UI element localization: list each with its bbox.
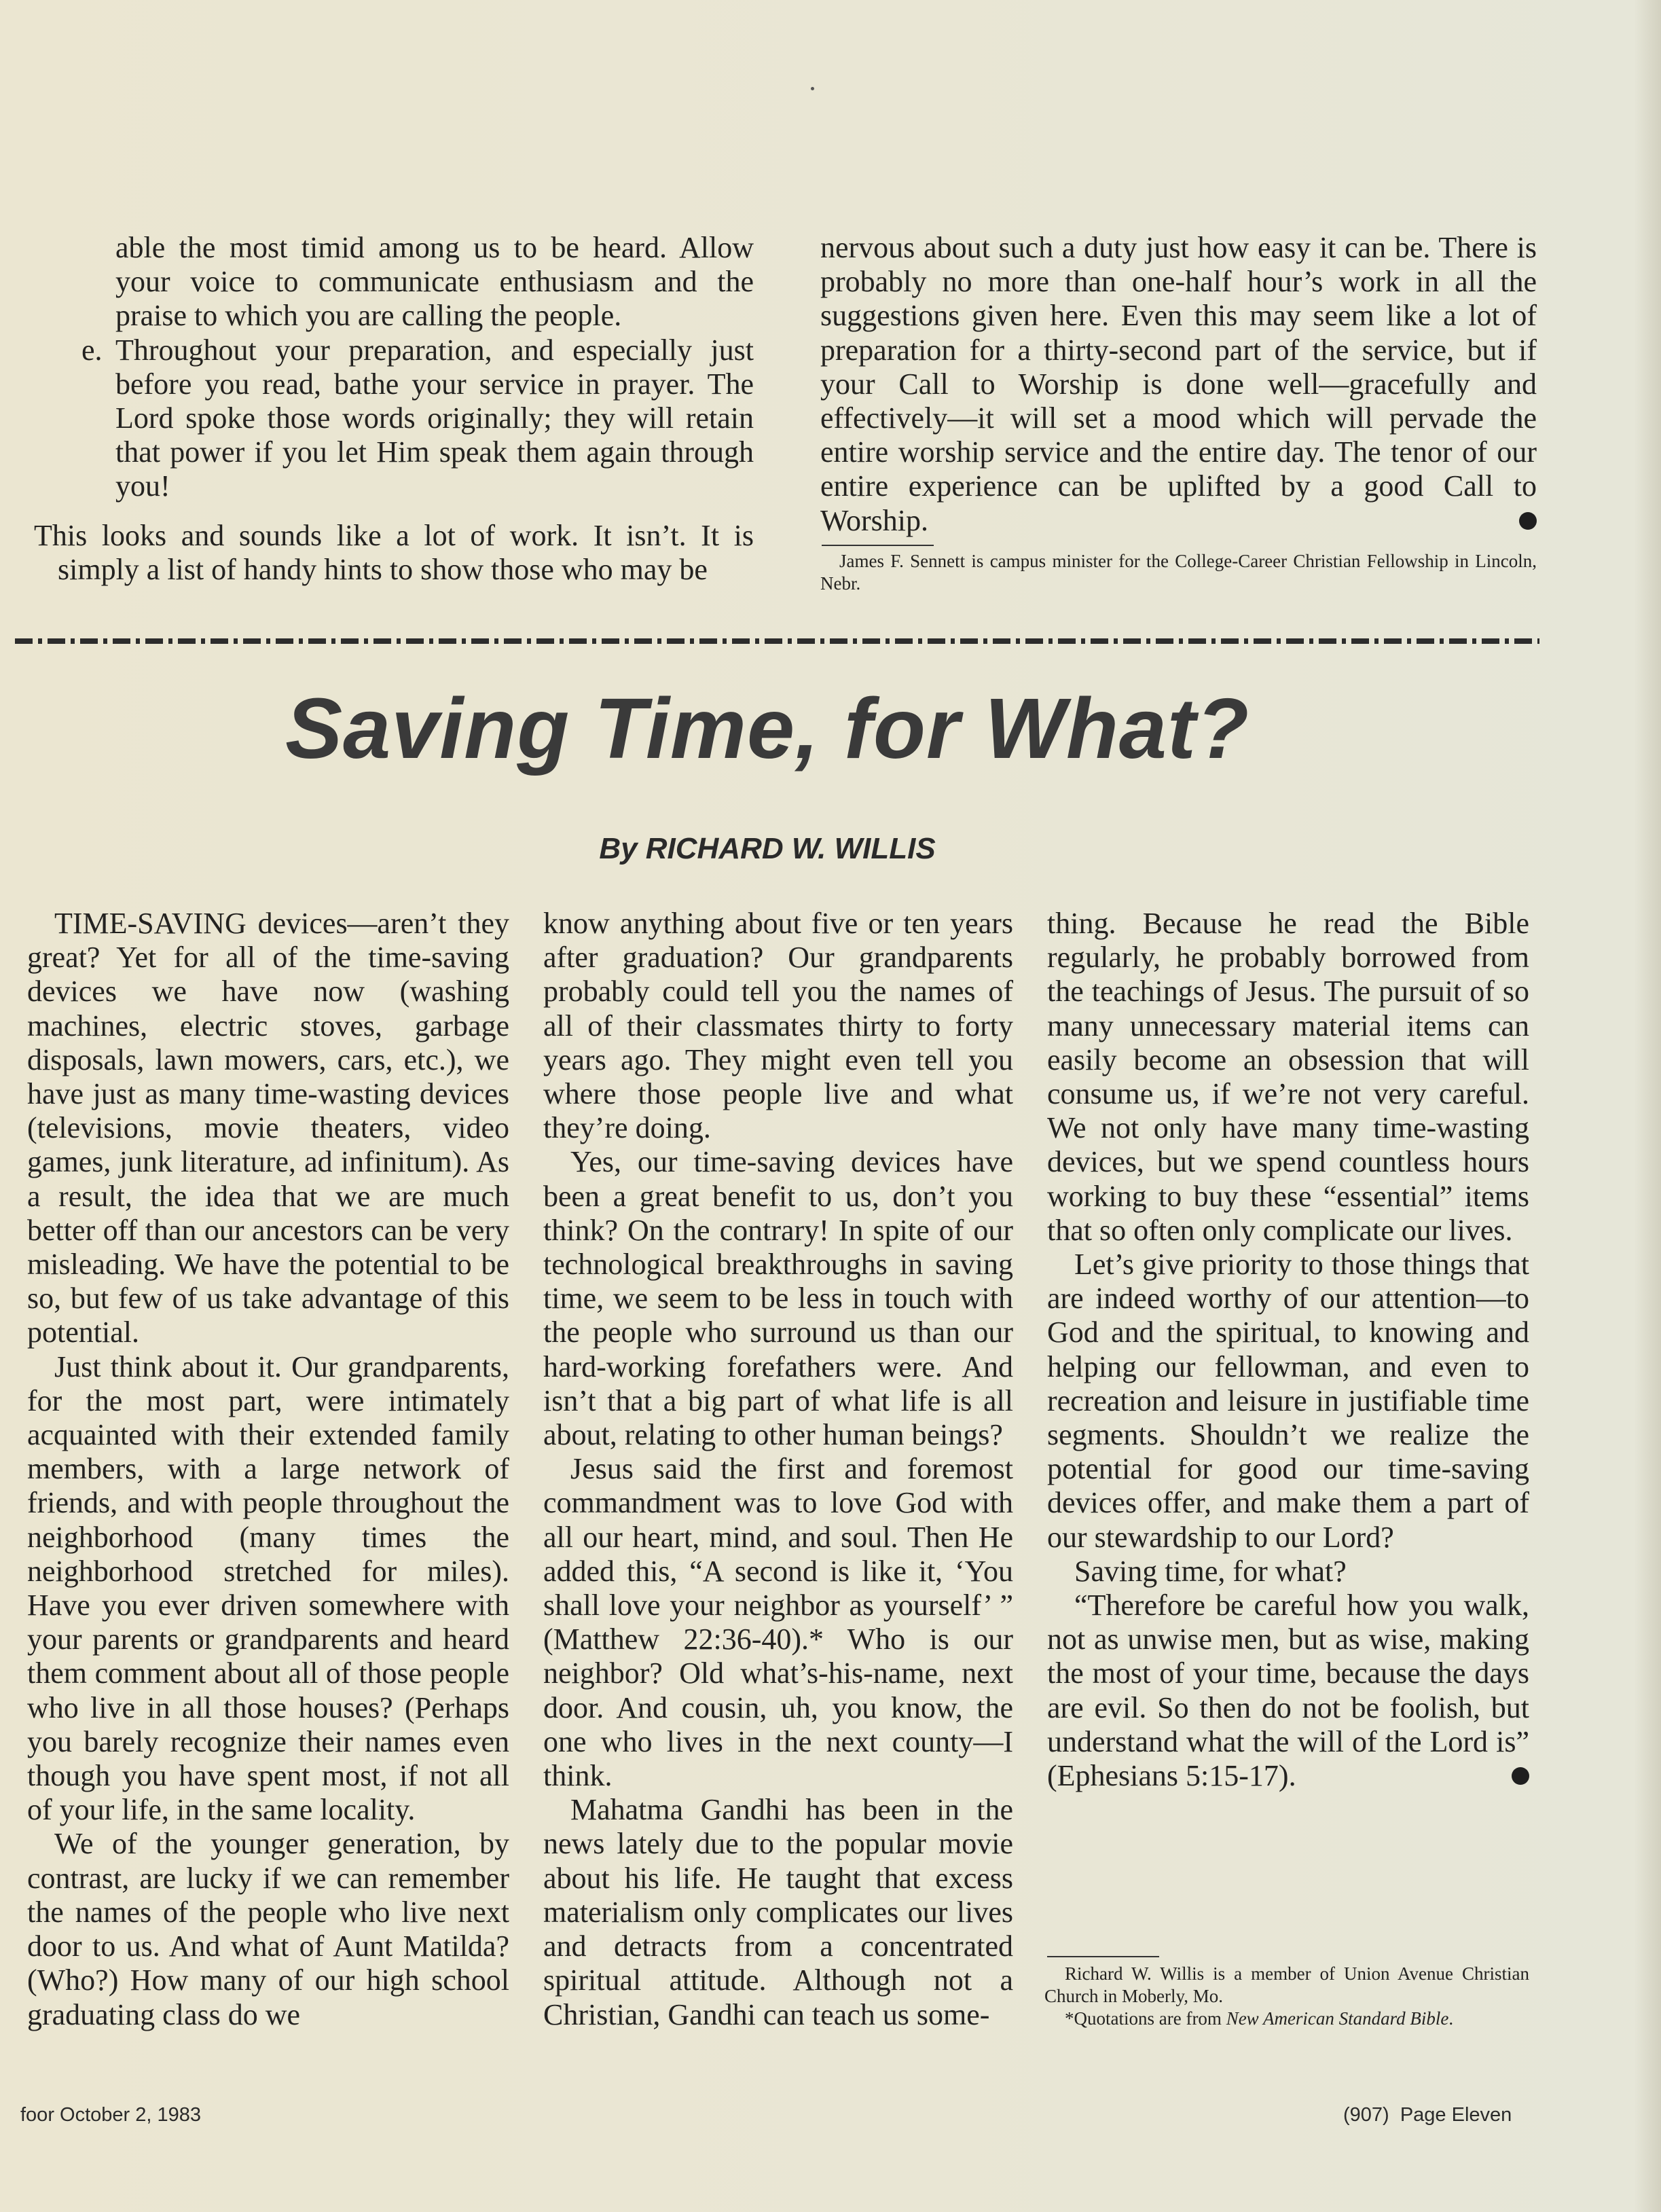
col3-paragraph-1: thing. Because he read the Bible regularly, he probably borrowed from the teachings of Jesus. The pursuit of so many unnecessary material items can easily become an obsession that will consume us, if we’re not very careful. We not only have many time-wasting devices, but we spend countless hours working to buy these “essential” items that so often only complicate our lives.	[1047, 907, 1529, 1247]
list-item-e	[81, 333, 754, 504]
top-right-column	[820, 231, 1537, 538]
col1-paragraph-3: We of the younger generation, by contrast, are lucky if we can remember the names of the people who live next door to us. And what of Aunt Matilda? (Who?) How many of our high school graduating class do we	[27, 1827, 509, 2031]
footer-date: foor October 2, 1983	[20, 2104, 201, 2126]
footer-page-number: (907) Page Eleven	[1343, 2104, 1512, 2126]
footnote: *Quotations are from New American Standard Bible.	[1065, 2008, 1454, 2029]
top-left-column	[34, 231, 754, 587]
col2-paragraph-1: know anything about five or ten years after graduation? Our grandparents probably could tell you the names of all of their classmates thirty to forty years ago. They might even tell you where those people live and what they’re doing.	[543, 907, 1013, 1145]
list-marker-e: e.	[81, 333, 103, 367]
top-left-paragraph: This looks and sounds like a lot of work. It isn’t. It is simply a list of handy hints to show those who may be	[34, 518, 754, 586]
col2-paragraph-3: Jesus said the first and foremost commandment was to love God with all our heart, mind, and soul. Then He added this, “A second is like it, ‘You shall love your neighbor as yourself’ ” (Matthew 22:36-40).* Who is our neighbor? Old what’s-his-name, next door. And cousin, uh, you know, the one who lives in the next county—I think.	[543, 1452, 1013, 1793]
col2-paragraph-2: Yes, our time-saving devices have been a great benefit to us, don’t you think? On the contrary! In spite of our technological breakthroughs in saving time, we seem to be less in touch with the people who surround us than our hard-working forefathers were. And isn’t that a big part of what life is all about, relating to other human beings?	[543, 1145, 1013, 1452]
article-column-1	[27, 907, 509, 2032]
top-right-paragraph: nervous about such a duty just how easy it can be. There is probably no more than one-half hour’s work in all the suggestions given here. Even this may seem like a lot of preparation for a thirty-second part of the service, but if your Call to Worship is done well—gracefully and effectively—it will set a mood which will pervade the entire worship service and the entire day. The tenor of our entire experience can be uplifted by a good Call to Worship.	[820, 231, 1537, 537]
list-item-e-text: Throughout your preparation, and especially just before you read, bathe your service in prayer. The Lord spoke those words originally; they will retain that power if you let Him speak them again through you!	[115, 333, 754, 503]
list-item-d-continuation	[81, 231, 754, 333]
col3-paragraph-2: Let’s give priority to those things that are indeed worthy of our attention—to God and the spiritual, to knowing and helping our fellowman, and even to recreation and leisure in justifiable time segments. Shouldn’t we realize the potential for good our time-saving devices offer, and make them a part of our stewardship to our Lord?	[1047, 1248, 1529, 1554]
article-author-bio: Richard W. Willis is a member of Union Avenue Christian Church in Moberly, Mo. *Quotations are from New American Standard Bible.	[1044, 1963, 1529, 2029]
article-column-3	[1047, 907, 1529, 1793]
section-divider	[15, 638, 1539, 644]
col1-paragraph-2: Just think about it. Our grandparents, for the most part, were intimately acquainted with their extended family members, with a large network of friends, and with people throughout the neighborhood (many times the neighborhood stretched for miles). Have you ever driven somewhere with your parents or grandparents and heard them comment about all of those people who live in all those houses? (Perhaps you barely recognize their names even though you have spent most, if not all of your life, in the same locality.	[27, 1349, 509, 1827]
col3-paragraph-3: Saving time, for what?	[1074, 1554, 1347, 1588]
bio-rule-bottom	[1047, 1956, 1159, 1957]
col2-paragraph-4: Mahatma Gandhi has been in the news lately due to the popular movie about his life. He taught that excess materialism only complicates our lives and detracts from a concentrated spiritual attitude. Although not a Christian, Gandhi can teach us some-	[543, 1793, 1013, 2031]
col1-paragraph-1: TIME-SAVING devices—aren’t they great? Yet for all of the time-saving devices we have now (washing machines, electric stoves, garbage disposals, lawn mowers, cars, etc.), we have just as many time-wasting devices (televisions, movie theaters, video games, junk literature, ad infinitum). As a result, the idea that we are much better off than our ancestors can be very misleading. We have the potential to be so, but few of us take advantage of this potential.	[27, 907, 509, 1349]
print-speck	[811, 87, 814, 90]
bio-rule-top	[822, 545, 934, 546]
page-edge-shadow	[1634, 0, 1661, 2212]
article-byline: By RICHARD W. WILLIS	[599, 832, 936, 865]
end-mark-icon	[1512, 1767, 1529, 1785]
article-title: Saving Time, for What?	[285, 681, 1249, 776]
end-mark-icon	[1519, 512, 1537, 530]
top-author-bio: James F. Sennett is campus minister for the College-Career Christian Fellowship in Lincoln, Nebr.	[820, 551, 1537, 594]
article-column-2	[543, 907, 1013, 2032]
col3-paragraph-4: “Therefore be careful how you walk, not as unwise men, but as wise, making the most of your time, because the days are evil. So then do not be foolish, but understand what the will of the Lord is” (Ephesians 5:15-17).	[1047, 1589, 1529, 1793]
top-left-intro: able the most timid among us to be heard. Allow your voice to communicate enthusiasm and the praise to which you are calling the people.	[115, 231, 754, 333]
